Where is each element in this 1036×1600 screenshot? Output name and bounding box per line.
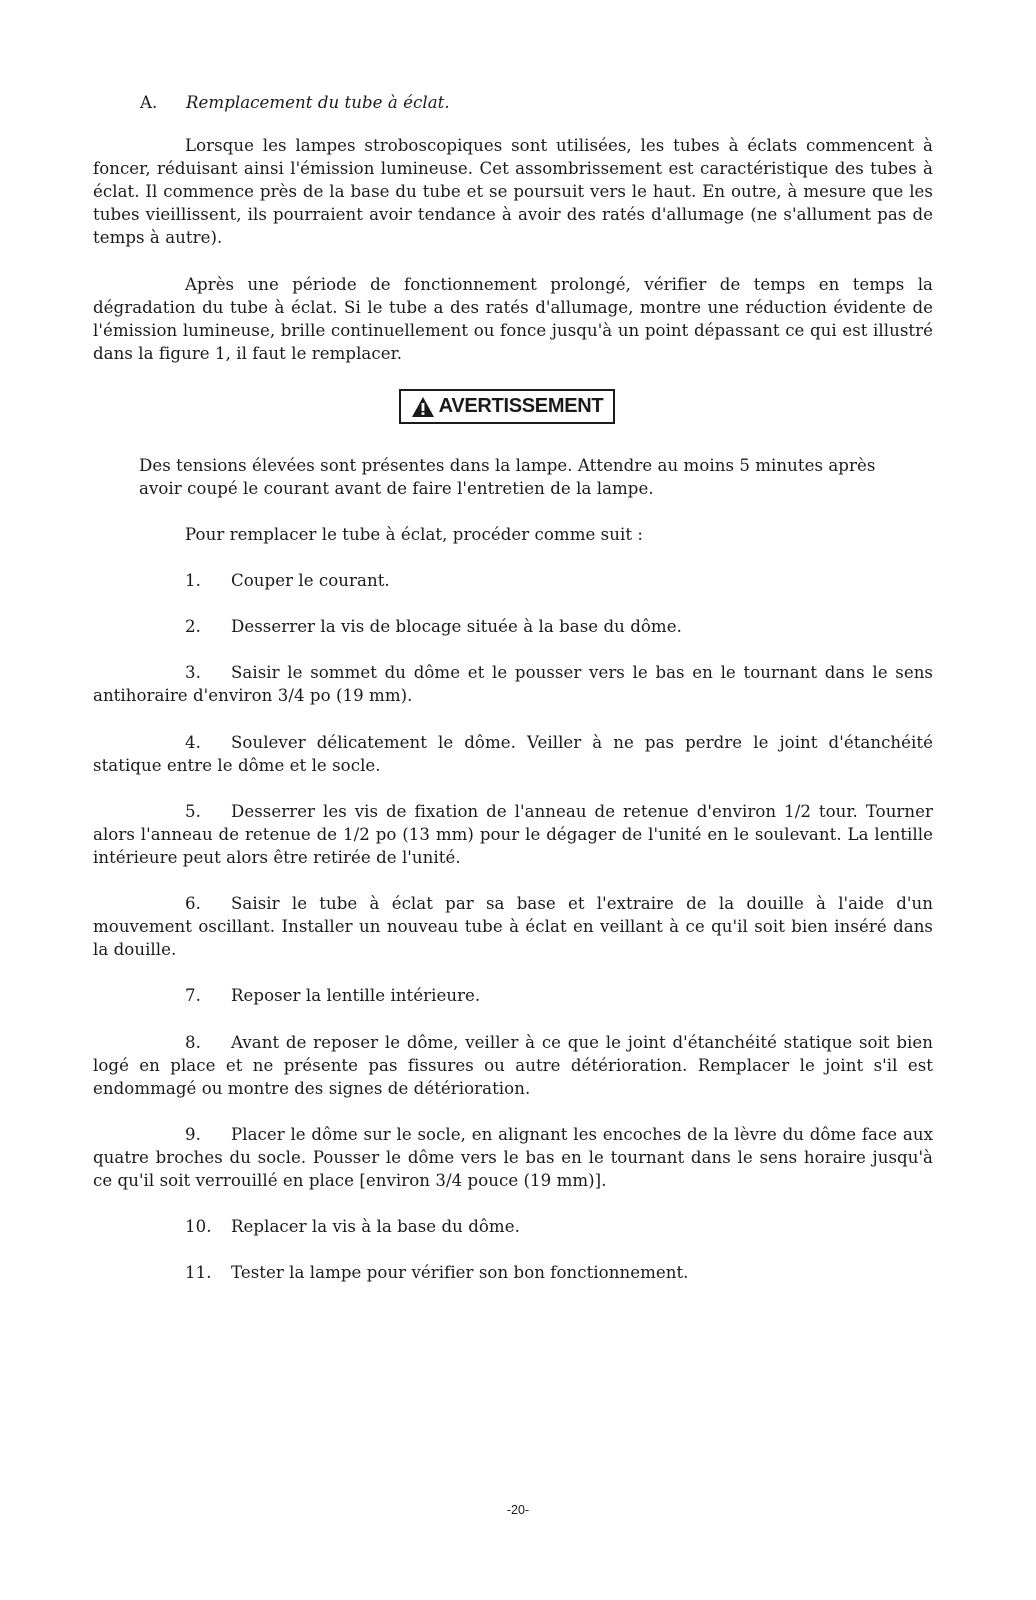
step-7	[185, 984, 480, 1007]
procedure-intro: Pour remplacer le tube à éclat, procéder comme suit :	[185, 525, 644, 544]
step-number: 10.	[185, 1217, 212, 1236]
step-9	[93, 1123, 933, 1192]
paragraph-replacement-criteria: Après une période de fonctionnement prolongé, vérifier de temps en temps la dégradation du tube à éclat. Si le tube a des ratés d'allumage, montre une réduction évidente de l'émission lumineuse, brille continuellement ou fonce jusqu'à un point dépassant ce qui est illustré dans la figure 1, il faut le remplacer.	[93, 275, 933, 363]
step-8	[93, 1031, 933, 1100]
step-text: Placer le dôme sur le socle, en alignant les encoches de la lèvre du dôme face aux quatre broches du socle. Pousser le dôme vers le bas en le tournant dans le sens horaire jusqu'à ce qu'il soit verrouillé en place [environ 3/4 pouce (19 mm)].	[93, 1125, 933, 1190]
step-number: 2.	[185, 617, 201, 636]
step-3	[93, 661, 933, 707]
step-number: 8.	[185, 1033, 201, 1052]
warning-text: Des tensions élevées sont présentes dans la lampe. Attendre au moins 5 minutes après avoir coupé le courant avant de faire l'entretien de la lampe.	[139, 456, 876, 498]
step-number: 3.	[185, 663, 201, 682]
step-text: Soulever délicatement le dôme. Veiller à ne pas perdre le joint d'étanchéité statique entre le dôme et le socle.	[93, 733, 933, 775]
step-text: Reposer la lentille intérieure.	[231, 986, 481, 1005]
warning-banner	[399, 389, 615, 424]
step-5	[93, 800, 933, 869]
step-number: 5.	[185, 802, 201, 821]
step-4	[93, 731, 933, 777]
step-number: 6.	[185, 894, 201, 913]
step-text: Tester la lampe pour vérifier son bon fonctionnement.	[231, 1263, 689, 1282]
section-title: Remplacement du tube à éclat.	[186, 93, 450, 112]
warning-label: AVERTISSEMENT	[438, 395, 604, 417]
step-number: 9.	[185, 1125, 201, 1144]
step-number: 1.	[185, 571, 201, 590]
step-text: Avant de reposer le dôme, veiller à ce que le joint d'étanchéité statique soit bien logé en place et ne présente pas fissures ou autre détérioration. Remplacer le joint s'il est endommagé ou montre des signes de détérioration.	[93, 1033, 933, 1098]
step-number: 4.	[185, 733, 201, 752]
step-text: Saisir le sommet du dôme et le pousser vers le bas en le tournant dans le sens antihoraire d'environ 3/4 po (19 mm).	[93, 663, 933, 705]
page-number: -20-	[506, 1503, 530, 1517]
warning-triangle-icon	[411, 396, 435, 418]
step-10	[185, 1215, 520, 1238]
section-heading	[140, 91, 450, 114]
step-text: Desserrer les vis de fixation de l'anneau de retenue d'environ 1/2 tour. Tourner alors l'anneau de retenue de 1/2 po (13 mm) pour le dégager de l'unité en le soulevant. La lentille intérieure peut alors être retirée de l'unité.	[93, 802, 933, 867]
step-1	[185, 569, 390, 592]
step-text: Saisir le tube à éclat par sa base et l'extraire de la douille à l'aide d'un mouvement oscillant. Installer un nouveau tube à éclat en veillant à ce qu'il soit bien inséré dans la douille.	[93, 894, 933, 959]
step-text: Replacer la vis à la base du dôme.	[231, 1217, 520, 1236]
step-number: 11.	[185, 1263, 212, 1282]
step-6	[93, 892, 933, 961]
step-text: Desserrer la vis de blocage située à la base du dôme.	[231, 617, 682, 636]
paragraph-darkening: Lorsque les lampes stroboscopiques sont utilisées, les tubes à éclats commencent à foncer, réduisant ainsi l'émission lumineuse. Cet assombrissement est caractéristique des tubes à éclat. Il commence près de la base du tube et se poursuit vers le haut. En outre, à mesure que les tubes vieillissent, ils pourraient avoir tendance à avoir des ratés d'allumage (ne s'allument pas de temps à autre).	[93, 136, 933, 247]
section-letter: A.	[140, 93, 158, 112]
step-11	[185, 1261, 689, 1284]
step-number: 7.	[185, 986, 201, 1005]
step-2	[185, 615, 682, 638]
step-text: Couper le courant.	[231, 571, 390, 590]
